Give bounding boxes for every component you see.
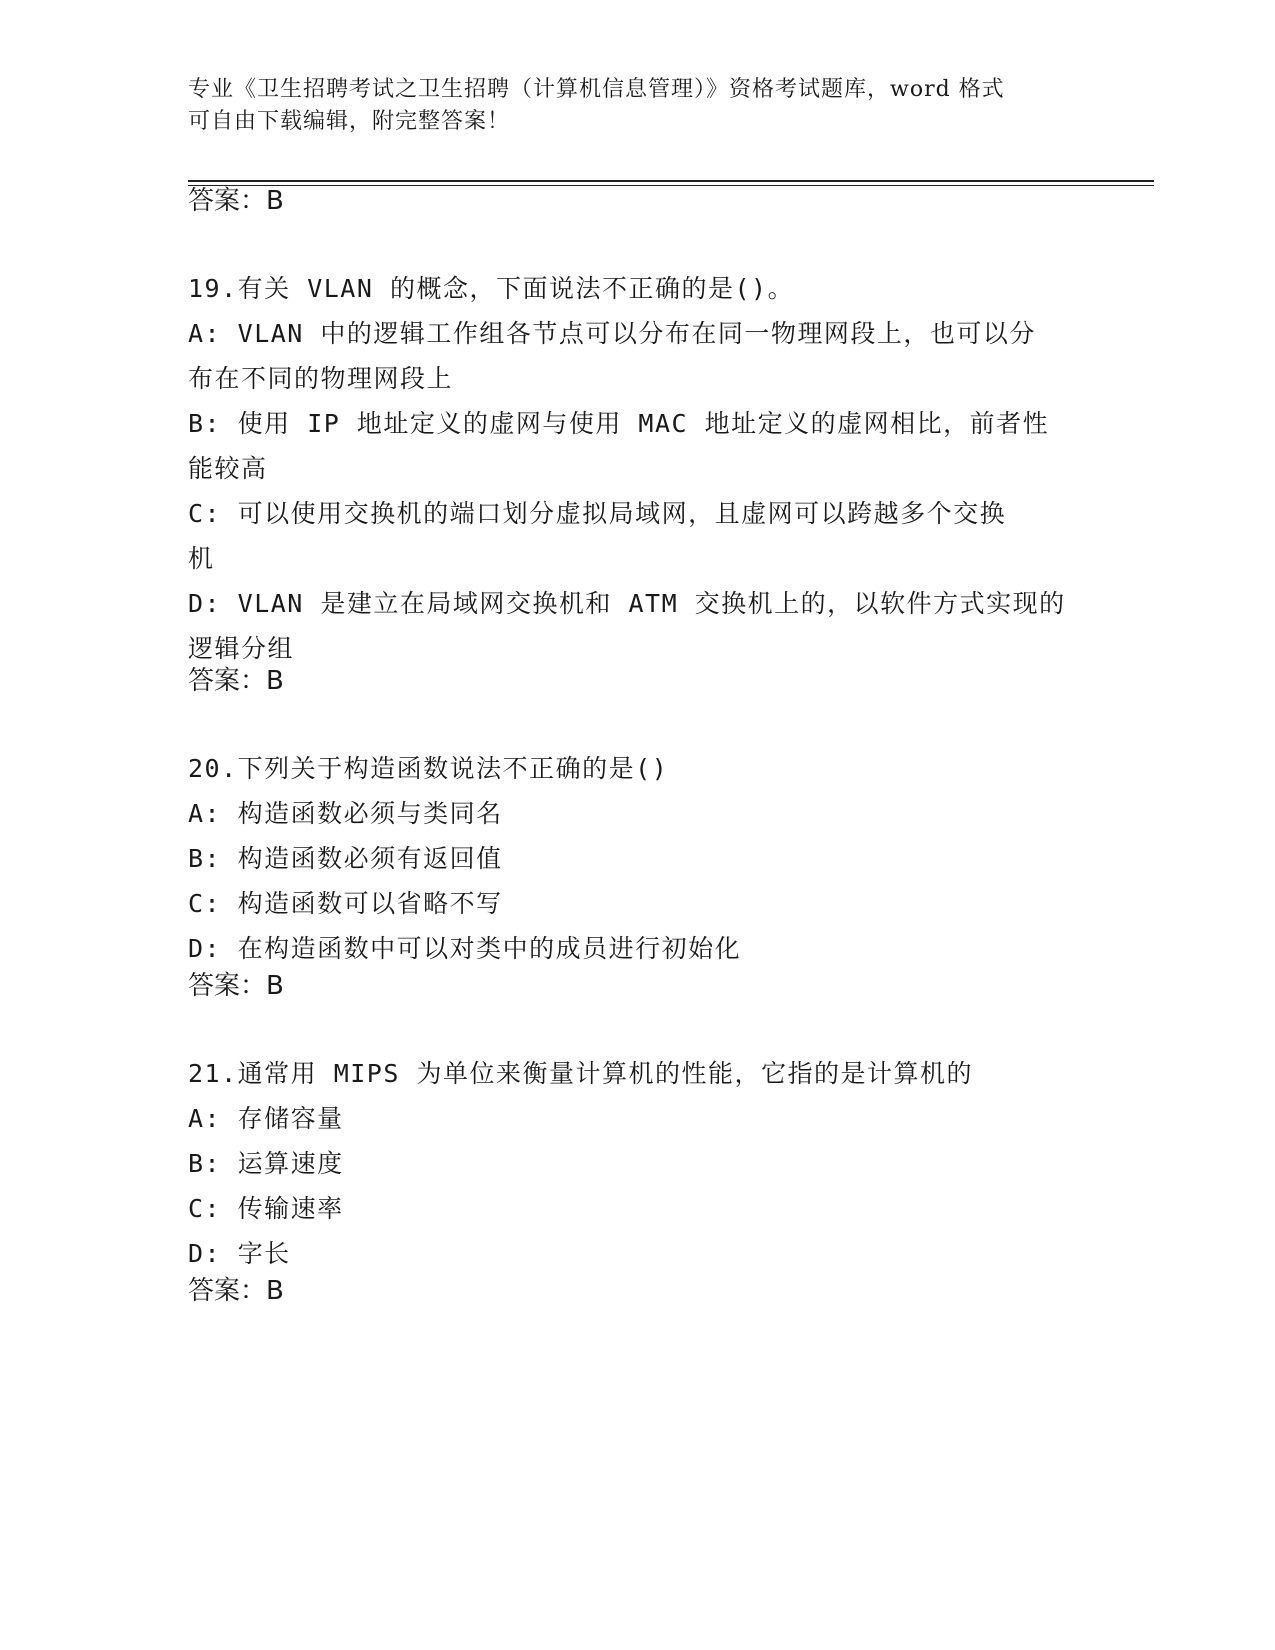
question-19 — [188, 266, 1088, 671]
option-b: B: 构造函数必须有返回值 — [188, 844, 503, 873]
header-line-1: 专业《卫生招聘考试之卫生招聘（计算机信息管理）》资格考试题库，word 格式 — [188, 77, 1005, 102]
question-stem: 19.有关 VLAN 的概念，下面说法不正确的是()。 — [188, 274, 795, 303]
option-b: B: 运算速度 — [188, 1149, 344, 1178]
question-stem: 20.下列关于构造函数说法不正确的是() — [188, 754, 669, 783]
option-b-continued: 能较高 — [188, 454, 268, 483]
option-a: A: 构造函数必须与类同名 — [188, 799, 503, 828]
option-c-continued: 机 — [188, 544, 215, 573]
answer-q19: 答案：B — [188, 666, 284, 696]
question-stem: 21.通常用 MIPS 为单位来衡量计算机的性能，它指的是计算机的 — [188, 1059, 973, 1088]
option-a: A: VLAN 中的逻辑工作组各节点可以分布在同一物理网段上，也可以分 — [188, 319, 1036, 348]
option-d: D: 在构造函数中可以对类中的成员进行初始化 — [188, 934, 742, 963]
answer-q20: 答案：B — [188, 971, 284, 1001]
option-a-continued: 布在不同的物理网段上 — [188, 364, 454, 393]
answer-q18: 答案：B — [188, 186, 284, 216]
header-divider-thick — [188, 180, 1154, 182]
option-c: C: 传输速率 — [188, 1194, 344, 1223]
header-divider-thin — [188, 185, 1154, 186]
option-d: D: VLAN 是建立在局域网交换机和 ATM 交换机上的，以软件方式实现的 — [188, 589, 1066, 618]
question-21 — [188, 1051, 1088, 1276]
option-b: B: 使用 IP 地址定义的虚网与使用 MAC 地址定义的虚网相比，前者性 — [188, 409, 1050, 438]
option-a: A: 存储容量 — [188, 1104, 344, 1133]
answer-q21: 答案：B — [188, 1276, 284, 1306]
option-d-continued: 逻辑分组 — [188, 634, 295, 663]
option-c: C: 构造函数可以省略不写 — [188, 889, 503, 918]
header-line-2: 可自由下载编辑，附完整答案！ — [188, 109, 511, 134]
question-20 — [188, 746, 1088, 971]
document-header — [188, 74, 1088, 138]
option-d: D: 字长 — [188, 1239, 291, 1268]
option-c: C: 可以使用交换机的端口划分虚拟局域网，且虚网可以跨越多个交换 — [188, 499, 1007, 528]
